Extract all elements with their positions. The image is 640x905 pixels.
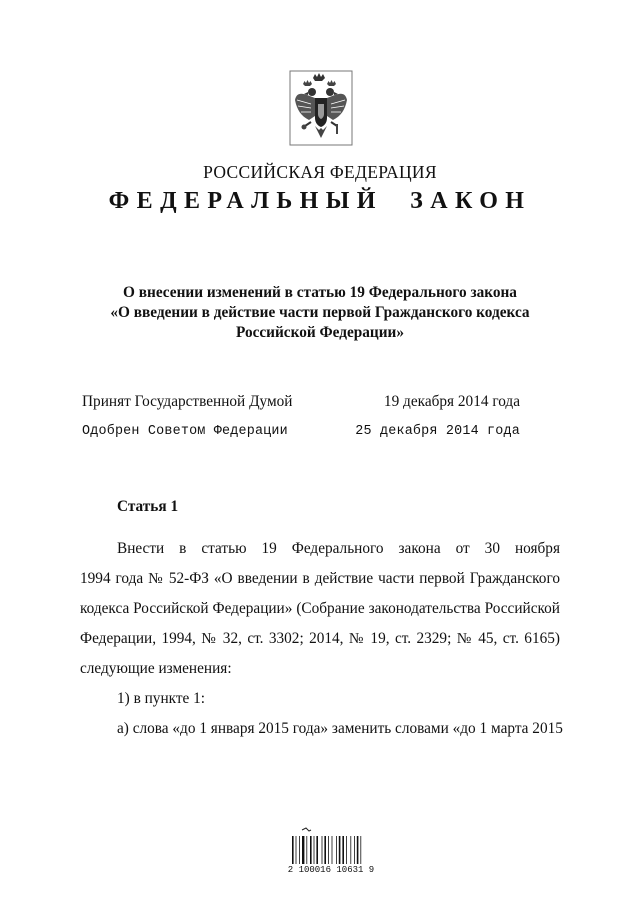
article-body <box>80 534 563 744</box>
article-line: 1) в пункте 1: <box>117 690 206 707</box>
adoption-duma-row <box>82 393 520 411</box>
article-heading: Статья 1 <box>117 498 179 515</box>
law-title <box>60 283 580 343</box>
article-line: 1994 года № 52-ФЗ «О введении в действие части первой Гражданского <box>80 570 560 587</box>
adoption-duma-label: Принят Государственной Думой <box>82 393 293 410</box>
law-title-line: «О введении в действие части первой Гражданского кодекса <box>110 304 530 321</box>
article-line: кодекса Российской Федерации» (Собрание законодательства Российской <box>80 600 560 617</box>
law-kind-heading: ФЕДЕРАЛЬНЫЙ ЗАКОН <box>108 188 532 214</box>
article-line: Федерации, 1994, № 32, ст. 3302; 2014, № 19, ст. 2329; № 45, ст. 6165) <box>80 630 560 647</box>
adoption-duma-date: 19 декабря 2014 года <box>383 393 520 410</box>
article-line: следующие изменения: <box>80 660 232 677</box>
law-title-line: Российской Федерации» <box>235 324 404 341</box>
approval-sovet-date: 25 декабря 2014 года <box>355 424 520 439</box>
approval-sovet-label: Одобрен Советом Федерации <box>82 424 288 439</box>
coat-of-arms-emblem-icon <box>289 70 353 146</box>
law-title-line: О внесении изменений в статью 19 Федерального закона <box>123 284 517 301</box>
barcode-number: 2 100016 10631 9 <box>287 865 375 875</box>
article-line: а) слова «до 1 января 2015 года» заменить словами «до 1 марта 2015 <box>117 720 563 737</box>
country-name: РОССИЙСКАЯ ФЕДЕРАЦИЯ <box>203 162 437 182</box>
approval-sovet-row <box>82 424 520 439</box>
article-line: Внести в статью 19 Федерального закона от 30 ноября <box>117 540 560 557</box>
